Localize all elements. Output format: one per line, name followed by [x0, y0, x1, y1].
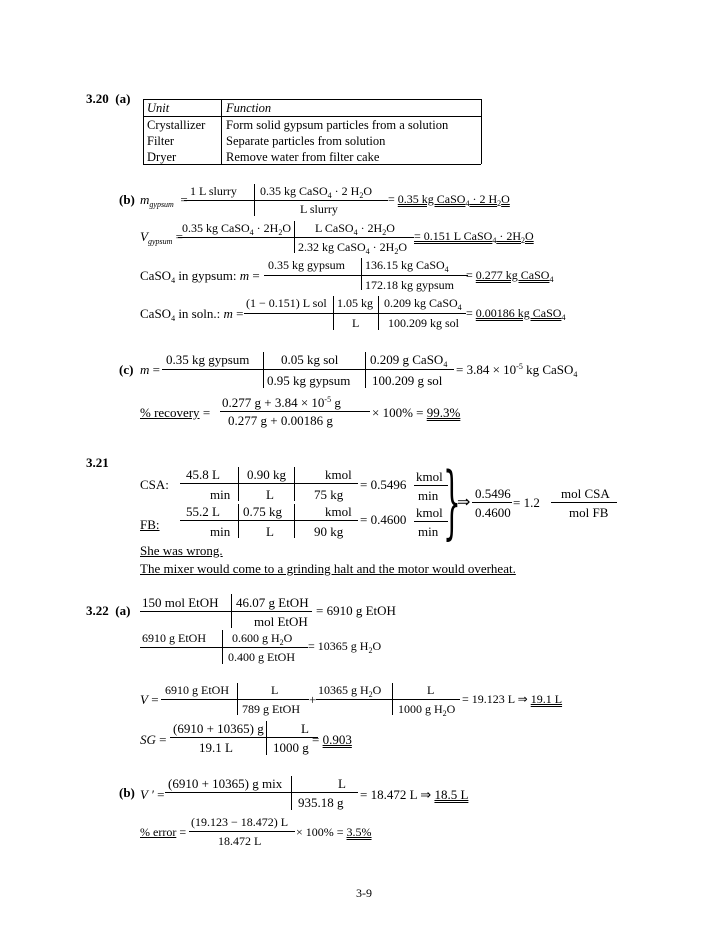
- equation-lhs: FB:: [140, 517, 160, 532]
- fraction-bar: [220, 411, 370, 412]
- equation-result: = 18.472 L ⇒ 18.5 L: [360, 787, 469, 802]
- factor-divider: [266, 721, 267, 755]
- factor-numerator: L: [338, 776, 346, 791]
- factor-numerator: 0.90 kg: [247, 467, 286, 482]
- table-cell: Filter: [143, 133, 222, 149]
- equation-result: × 100% = 99.3%: [372, 405, 461, 420]
- table-cell: Form solid gypsum particles from a solution: [226, 118, 449, 132]
- factor-denominator: 789 g EtOH: [242, 702, 300, 716]
- factor-denominator: min: [210, 524, 231, 539]
- factor-divider: [263, 352, 264, 388]
- factor-numerator: (6910 + 10365) g mix: [168, 776, 283, 791]
- factor-denominator: 90 kg: [314, 524, 344, 539]
- equation-lhs: V =: [140, 692, 159, 707]
- fraction-bar: [184, 200, 388, 201]
- factor-denominator: min: [210, 487, 231, 502]
- factor-divider: [231, 594, 232, 628]
- factor-divider: [333, 296, 334, 330]
- implies-arrow: ⇒: [457, 494, 471, 511]
- equation-result: = 0.4600: [360, 512, 407, 527]
- factor-numerator: 6910 g EtOH: [165, 683, 229, 697]
- fraction-denominator: 18.472 L: [218, 834, 262, 848]
- fraction-bar: [140, 611, 312, 612]
- factor-numerator: L: [427, 683, 435, 697]
- equation-result: = 6910 g EtOH: [316, 603, 396, 618]
- factor-denominator: 100.209 kg sol: [388, 316, 460, 330]
- factor-numerator: 45.8 L: [186, 467, 220, 482]
- factor-numerator: 1 L slurry: [190, 184, 237, 198]
- equation-result: = 10365 g $H_2O$: [308, 639, 382, 655]
- factor-numerator: L CaSO$_4$ · $2H_2O$: [315, 221, 395, 237]
- factor-numerator: 10365 g $H_2O$: [318, 683, 382, 699]
- factor-divider: [378, 296, 379, 330]
- factor-denominator: 0.95 kg gypsum: [267, 373, 351, 388]
- table-cell: Separate particles from solution: [226, 134, 386, 148]
- fraction-bar: [264, 275, 468, 276]
- ratio-numerator: 0.5496: [475, 486, 511, 501]
- problem-number: 3.20 (a): [86, 91, 131, 106]
- problem-number: 3.21: [86, 455, 109, 470]
- table-header-row: [143, 100, 481, 117]
- ratio-denominator: 0.4600: [475, 505, 511, 520]
- fraction-bar: [244, 313, 466, 314]
- equation-lhs: $V_{gypsum}$ =: [140, 229, 183, 246]
- factor-divider: [254, 184, 255, 216]
- equation-result: = 0.151 L CaSO$_4$ · $2H_2O$: [414, 229, 534, 245]
- table-row: [143, 117, 481, 134]
- factor-numerator: 0.600 g $H_2O$: [232, 631, 293, 647]
- factor-numerator: 150 mol EtOH: [142, 595, 219, 610]
- fraction-bar: [140, 647, 308, 648]
- equation-lhs: CaSO$_4$ in gypsum: m =: [140, 268, 260, 285]
- factor-numerator: 136.15 kg CaSO$_4$: [365, 258, 449, 274]
- table-cell: Dryer: [143, 149, 222, 165]
- equation-lhs: SG =: [140, 732, 167, 747]
- factor-divider: [365, 352, 366, 388]
- factor-numerator: (1 − 0.151) L sol: [246, 296, 327, 310]
- fraction-denominator: 0.277 g + 0.00186 g: [228, 413, 333, 428]
- factor-numerator: 46.07 g EtOH: [236, 595, 309, 610]
- factor-denominator: 172.18 kg gypsum: [365, 278, 455, 292]
- table-cell: Crystallizer: [143, 117, 222, 134]
- factor-numerator: (6910 + 10365) g: [173, 721, 264, 736]
- right-brace-icon: }: [443, 455, 461, 548]
- fraction-bar: [162, 369, 454, 370]
- equation-result: = 0.5496: [360, 477, 407, 492]
- factor-numerator: 0.35 kg CaSO$_4$ · $2H_2O$: [182, 221, 292, 237]
- factor-numerator: 0.35 kg CaSO$_4$ · 2 $H_2O$: [260, 184, 373, 200]
- factor-denominator: L: [266, 487, 274, 502]
- table-right-border: [481, 99, 482, 164]
- factor-denominator: 935.18 g: [298, 795, 344, 810]
- part-label: (b): [119, 192, 135, 207]
- ratio-result: = 1.2: [513, 495, 540, 510]
- factor-denominator: 2.32 kg CaSO$_4$ · $2H_2O$: [298, 240, 408, 256]
- factor-divider: [294, 221, 295, 253]
- fraction-bar: [178, 237, 414, 238]
- ratio-unit-numerator: mol CSA: [561, 486, 610, 501]
- ratio-bar: [472, 502, 512, 503]
- factor-denominator: 1000 g: [273, 740, 309, 755]
- fraction-bar: [170, 737, 318, 738]
- factor-numerator: kmol: [325, 504, 352, 519]
- table-top-border: [143, 99, 481, 100]
- equation-result: = 0.277 kg CaSO$_4$: [466, 268, 554, 284]
- page-number: 3-9: [356, 886, 372, 900]
- unit-function-table: [143, 100, 481, 165]
- unit-numerator: kmol: [416, 469, 443, 484]
- fraction-bar: [161, 699, 309, 700]
- conclusion-line: The mixer would come to a grinding halt and the motor would overheat.: [140, 561, 516, 576]
- factor-denominator: L slurry: [300, 202, 338, 216]
- part-label: (b): [119, 785, 135, 800]
- factor-numerator: L: [301, 721, 309, 736]
- unit-denominator: min: [418, 524, 439, 539]
- equation-lhs: V ′ =: [140, 787, 165, 802]
- problem-number: 3.22 (a): [86, 603, 131, 618]
- factor-numerator: 0.75 kg: [243, 504, 282, 519]
- factor-divider: [222, 630, 223, 664]
- factor-denominator: 1000 g $H_2O$: [398, 702, 456, 718]
- factor-numerator: 0.35 kg gypsum: [268, 258, 346, 272]
- equation-lhs: % recovery =: [140, 405, 211, 420]
- factor-numerator: 6910 g EtOH: [142, 631, 206, 645]
- factor-numerator: 0.35 kg gypsum: [166, 352, 250, 367]
- table-header-cell: Function: [222, 100, 482, 117]
- factor-divider: [291, 776, 292, 810]
- fraction-bar: [180, 483, 358, 484]
- unit-denominator: min: [418, 488, 439, 503]
- factor-divider: [294, 467, 295, 501]
- equation-lhs: CSA:: [140, 477, 169, 492]
- ratio-unit-denominator: mol FB: [569, 505, 609, 520]
- table-header-cell: Unit: [143, 100, 222, 117]
- factor-denominator: L: [352, 316, 360, 330]
- fraction-bar: [189, 831, 295, 832]
- fraction-bar: [316, 699, 460, 700]
- equation-result: × 100% = 3.5%: [296, 825, 372, 839]
- ratio-unit-bar: [551, 502, 617, 503]
- factor-divider: [237, 683, 238, 715]
- equation-lhs: $m_{gypsum}$ =: [140, 192, 188, 209]
- factor-numerator: 0.209 g CaSO$_4$: [370, 352, 448, 369]
- factor-denominator: 0.400 g EtOH: [228, 650, 295, 664]
- table-bottom-border: [143, 164, 481, 165]
- equation-lhs: CaSO$_4$ in soln.: m =: [140, 306, 244, 323]
- equation-result: = 0.35 kg CaSO$_4$ · 2 $H_2O$: [388, 192, 510, 208]
- conclusion-line: She was wrong.: [140, 543, 223, 558]
- factor-divider: [238, 504, 239, 538]
- equation-result: = $3.84 \times 10^{-5}$ kg CaSO$_4$: [456, 362, 578, 379]
- equation-result: = 19.123 L ⇒ 19.1 L: [462, 692, 563, 706]
- part-label: (c): [119, 362, 134, 377]
- factor-divider: [238, 467, 239, 501]
- factor-denominator: 100.209 g sol: [372, 373, 443, 388]
- factor-numerator: 0.209 kg CaSO$_4$: [384, 296, 462, 312]
- factor-denominator: 75 kg: [314, 487, 344, 502]
- equation-lhs: % error =: [140, 825, 187, 839]
- fraction-numerator: (19.123 − 18.472) L: [191, 815, 289, 829]
- plus-sign: +: [309, 692, 317, 707]
- factor-divider: [294, 504, 295, 538]
- factor-numerator: 55.2 L: [186, 504, 220, 519]
- factor-denominator: 19.1 L: [199, 740, 233, 755]
- unit-numerator: kmol: [416, 505, 443, 520]
- factor-divider: [361, 258, 362, 290]
- table-row: [143, 149, 481, 165]
- factor-numerator: 1.05 kg: [337, 296, 373, 310]
- factor-denominator: mol EtOH: [254, 614, 308, 629]
- factor-numerator: L: [271, 683, 279, 697]
- table-row: [143, 133, 481, 149]
- equation-result: = 0.00186 kg CaSO$_4$: [466, 306, 566, 322]
- factor-numerator: 0.05 kg sol: [281, 352, 339, 367]
- factor-divider: [392, 683, 393, 715]
- fraction-numerator: 0.277 $g + 3.84 \times 10^{-5}$ g: [222, 395, 341, 410]
- factor-denominator: L: [266, 524, 274, 539]
- table-cell: Remove water from filter cake: [226, 150, 380, 164]
- table-left-border: [143, 99, 144, 164]
- equation-lhs: m =: [140, 362, 160, 377]
- equation-result: = 0.903: [312, 732, 352, 747]
- fraction-bar: [180, 520, 358, 521]
- fraction-bar: [165, 792, 358, 793]
- factor-numerator: kmol: [325, 467, 352, 482]
